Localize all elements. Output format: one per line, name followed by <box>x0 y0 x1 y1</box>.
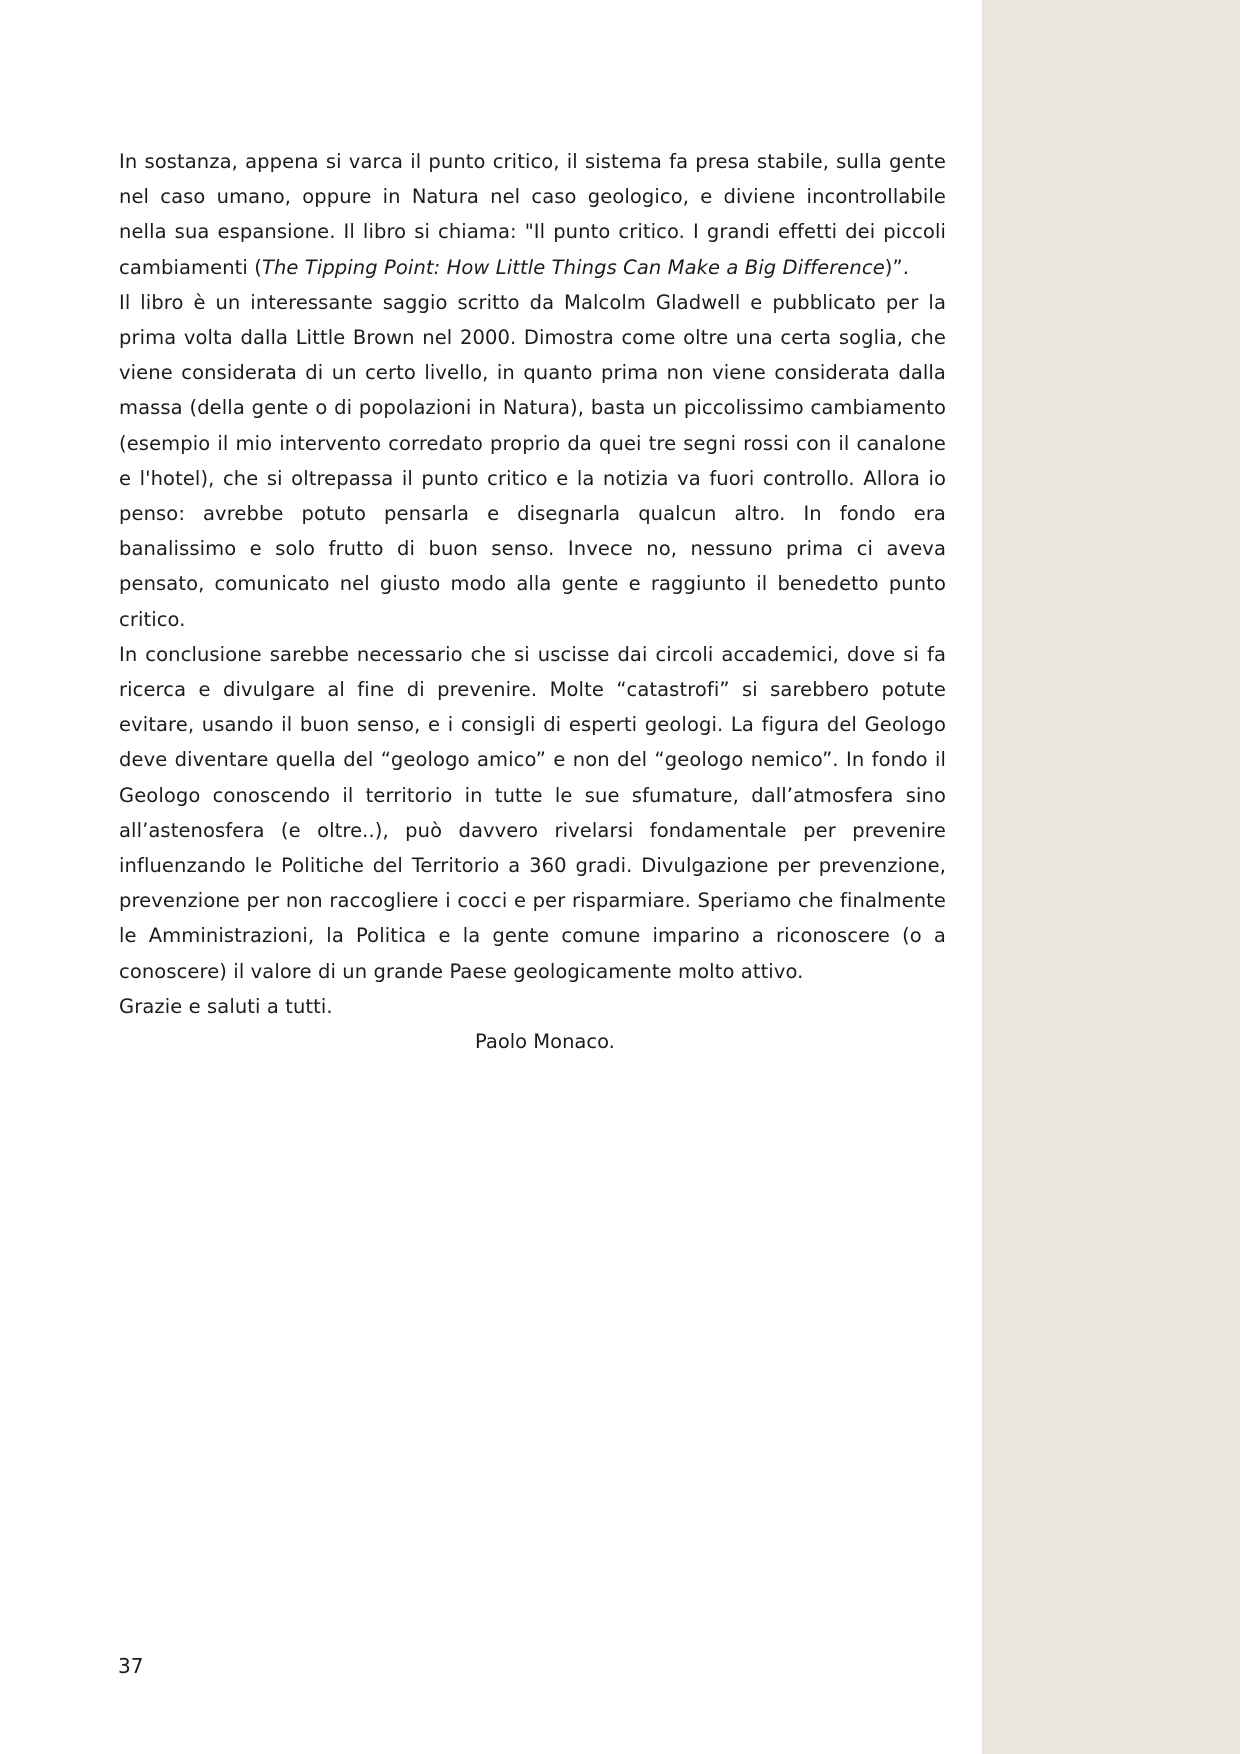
closing-greeting: Grazie e saluti a tutti. <box>119 994 333 1018</box>
book-title-italic: The Tipping Point: How Little Things Can Make a Big Difference <box>261 255 885 279</box>
paragraph-1 <box>119 144 946 285</box>
sidebar-band <box>982 0 1240 1754</box>
paragraph-4 <box>119 989 946 1024</box>
paragraph-3 <box>119 637 946 989</box>
body-text <box>119 144 946 1059</box>
paragraph-2-text: Il libro è un interessante saggio scritto da Malcolm Gladwell e pubblicato per la prima volta dalla Little Brown nel 2000. Dimostra come oltre una certa soglia, che viene considerata di un certo livello, in quanto prima non viene considerata dalla massa (della gente o di popolazioni in Natura), basta un piccolissimo cambiamento (esempio il mio intervento corredato proprio da quei tre segni rossi con il canalone e l'hotel), che si oltrepassa il punto critico e la notizia va fuori controllo. Allora io penso: avrebbe potuto pensarla e disegnarla qualcun altro. In fondo era banalissimo e solo frutto di buon senso. Invece no, nessuno prima ci aveva pensato, comunicato nel giusto modo alla gente e raggiunto il benedetto punto critico. <box>119 290 946 631</box>
signature: Paolo Monaco. <box>475 1030 615 1054</box>
page-number: 37 <box>118 1654 144 1678</box>
paragraph-1-text: In sostanza, appena si varca il punto critico, il sistema fa presa stabile, sulla gente nel caso umano, oppure in Natura nel caso geologico, e diviene incontrollabile nella sua espansione. Il libro si chiama: "Il punto critico. I grandi effetti dei piccoli cambiamenti ( <box>119 150 946 279</box>
paragraph-3-text: In conclusione sarebbe necessario che si uscisse dai circoli accademici, dove si fa ricerca e divulgare al fine di prevenire. Molte “catastrofi” si sarebbero potute evitare, usando il buon senso, e i consigli di esperti geologi. La figura del Geologo deve diventare quella del “geologo amico” e non del “geologo nemico”. In fondo il Geologo conoscendo il territorio in tutte le sue sfumature, dall’atmosfera sino all’astenosfera (e oltre..), può davvero rivelarsi fondamentale per prevenire influenzando le Politiche del Territorio a 360 gradi. Divulgazione per prevenzione, prevenzione per non raccogliere i cocci e per risparmiare. Speriamo che finalmente le Amministrazioni, la Politica e la gente comune imparino a riconoscere (o a conoscere) il valore di un grande Paese geologicamente molto attivo. <box>119 642 946 983</box>
paragraph-1-closing: )”. <box>884 255 910 279</box>
paragraph-2 <box>119 285 946 637</box>
